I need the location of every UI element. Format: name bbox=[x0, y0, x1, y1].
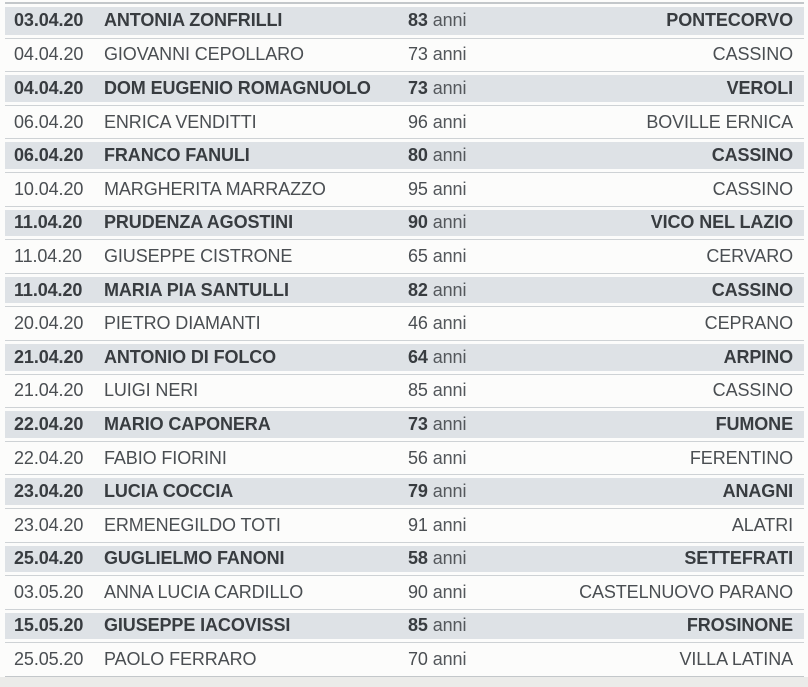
age-cell bbox=[408, 414, 558, 435]
city-cell: CASSINO bbox=[712, 44, 793, 65]
table-row-band bbox=[5, 7, 804, 35]
city-cell: VEROLI bbox=[726, 77, 793, 98]
name-cell: MARIO CAPONERA bbox=[104, 413, 271, 434]
city-cell: FUMONE bbox=[715, 413, 793, 434]
table-row bbox=[5, 575, 804, 609]
date-cell: 04.04.20 bbox=[14, 77, 84, 98]
city-cell: BOVILLE ERNICA bbox=[646, 111, 793, 132]
name-cell: DOM EUGENIO ROMAGNUOLO bbox=[104, 77, 371, 98]
date-cell: 04.04.20 bbox=[14, 44, 84, 65]
age-value: 79 bbox=[408, 481, 428, 502]
date-cell: 11.04.20 bbox=[14, 279, 83, 300]
name-cell: PAOLO FERRARO bbox=[104, 649, 257, 670]
age-unit-label: anni bbox=[432, 111, 467, 132]
date-cell: 10.04.20 bbox=[14, 178, 84, 199]
table-row-band bbox=[5, 512, 804, 539]
age-cell bbox=[408, 347, 558, 368]
table-row bbox=[5, 71, 804, 105]
city-cell: CASSINO bbox=[711, 145, 793, 166]
age-cell bbox=[408, 448, 558, 469]
table-row bbox=[5, 642, 804, 676]
date-cell: 03.04.20 bbox=[14, 10, 84, 31]
age-cell bbox=[408, 313, 558, 334]
date-cell: 22.04.20 bbox=[14, 413, 84, 434]
age-cell bbox=[408, 515, 558, 536]
date-cell: 11.04.20 bbox=[14, 245, 82, 266]
name-cell: GIUSEPPE CISTRONE bbox=[104, 245, 293, 266]
age-value: 73 bbox=[408, 44, 428, 65]
age-cell bbox=[408, 112, 558, 133]
age-unit-label: anni bbox=[432, 245, 467, 266]
age-unit-label: anni bbox=[432, 649, 467, 670]
table-row-band bbox=[5, 277, 804, 304]
table-row-band bbox=[5, 411, 804, 438]
table-row-band bbox=[5, 109, 804, 136]
city-cell: CEPRANO bbox=[704, 313, 793, 334]
date-cell: 06.04.20 bbox=[14, 145, 84, 166]
age-value: 58 bbox=[408, 548, 428, 569]
age-unit-label: anni bbox=[432, 44, 467, 65]
date-cell: 06.04.20 bbox=[14, 111, 84, 132]
age-unit-label: anni bbox=[432, 10, 467, 31]
name-cell: PRUDENZA AGOSTINI bbox=[104, 212, 293, 233]
age-cell bbox=[408, 44, 558, 65]
age-unit-label: anni bbox=[432, 380, 467, 401]
age-value: 85 bbox=[408, 615, 428, 636]
age-value: 73 bbox=[408, 77, 428, 98]
date-cell: 11.04.20 bbox=[14, 212, 83, 233]
age-value: 90 bbox=[408, 581, 428, 602]
table-row-band bbox=[5, 478, 804, 505]
date-cell: 25.04.20 bbox=[14, 548, 84, 569]
table-row-band bbox=[5, 646, 804, 673]
age-value: 64 bbox=[408, 346, 428, 367]
age-cell bbox=[408, 10, 558, 31]
age-value: 70 bbox=[408, 649, 428, 670]
table-row-band bbox=[5, 243, 804, 270]
table-row-band bbox=[5, 310, 804, 337]
age-cell bbox=[408, 78, 558, 99]
age-cell bbox=[408, 548, 558, 569]
page-bottom-margin bbox=[0, 677, 808, 687]
table-row bbox=[5, 340, 804, 374]
name-cell: LUIGI NERI bbox=[104, 380, 199, 401]
date-cell: 15.05.20 bbox=[14, 615, 84, 636]
age-value: 65 bbox=[408, 245, 428, 266]
age-value: 56 bbox=[408, 447, 428, 468]
table-row bbox=[5, 441, 804, 475]
table-row bbox=[5, 239, 804, 273]
table-row bbox=[5, 508, 804, 542]
age-cell bbox=[408, 212, 558, 233]
name-cell: LUCIA COCCIA bbox=[104, 481, 234, 502]
name-cell: MARGHERITA MARRAZZO bbox=[104, 178, 326, 199]
age-value: 95 bbox=[408, 178, 428, 199]
age-cell bbox=[408, 481, 558, 502]
name-cell: ERMENEGILDO TOTI bbox=[104, 514, 281, 535]
name-cell: GIOVANNI CEPOLLARO bbox=[104, 44, 304, 65]
age-unit-label: anni bbox=[432, 77, 467, 98]
date-cell: 25.05.20 bbox=[14, 649, 84, 670]
name-cell: ANTONIO DI FOLCO bbox=[104, 346, 277, 367]
date-cell: 21.04.20 bbox=[14, 380, 84, 401]
city-cell: VILLA LATINA bbox=[679, 649, 793, 670]
age-cell bbox=[408, 280, 558, 301]
age-value: 85 bbox=[408, 380, 428, 401]
age-unit-label: anni bbox=[432, 178, 467, 199]
age-unit-label: anni bbox=[432, 313, 467, 334]
table-row bbox=[5, 105, 804, 139]
table-row-band bbox=[5, 42, 804, 69]
table-row bbox=[5, 138, 804, 172]
table-row bbox=[5, 273, 804, 307]
age-unit-label: anni bbox=[432, 581, 467, 602]
table-row-band bbox=[5, 176, 804, 203]
table-row-band bbox=[5, 546, 804, 573]
table-row bbox=[5, 206, 804, 240]
age-unit-label: anni bbox=[432, 212, 467, 233]
city-cell: CASSINO bbox=[712, 178, 793, 199]
deaths-table bbox=[5, 2, 804, 677]
age-cell bbox=[408, 179, 558, 200]
age-unit-label: anni bbox=[432, 346, 467, 367]
date-cell: 21.04.20 bbox=[14, 346, 84, 367]
table-row-band bbox=[5, 378, 804, 405]
name-cell: ENRICA VENDITTI bbox=[104, 111, 257, 132]
age-value: 73 bbox=[408, 413, 428, 434]
table-row bbox=[5, 609, 804, 643]
age-cell bbox=[408, 615, 558, 636]
age-unit-label: anni bbox=[432, 481, 467, 502]
table-row-band bbox=[5, 344, 804, 371]
date-cell: 23.04.20 bbox=[14, 481, 84, 502]
city-cell: FROSINONE bbox=[686, 615, 793, 636]
age-cell bbox=[408, 649, 558, 670]
age-cell bbox=[408, 246, 558, 267]
name-cell: PIETRO DIAMANTI bbox=[104, 313, 261, 334]
table-row bbox=[5, 172, 804, 206]
table-row bbox=[5, 374, 804, 408]
age-unit-label: anni bbox=[432, 514, 467, 535]
age-unit-label: anni bbox=[432, 279, 467, 300]
table-row-band bbox=[5, 579, 804, 606]
age-cell bbox=[408, 145, 558, 166]
table-row bbox=[5, 306, 804, 340]
age-value: 82 bbox=[408, 279, 428, 300]
table-row bbox=[5, 407, 804, 441]
city-cell: CERVARO bbox=[706, 245, 793, 266]
age-unit-label: anni bbox=[432, 413, 467, 434]
age-unit-label: anni bbox=[432, 447, 467, 468]
name-cell: GIUSEPPE IACOVISSI bbox=[104, 615, 291, 636]
age-unit-label: anni bbox=[432, 615, 467, 636]
city-cell: ARPINO bbox=[723, 346, 793, 367]
date-cell: 03.05.20 bbox=[14, 581, 84, 602]
age-value: 80 bbox=[408, 145, 428, 166]
table-row-band bbox=[5, 210, 804, 237]
table-row-band bbox=[5, 445, 804, 472]
name-cell: ANNA LUCIA CARDILLO bbox=[104, 581, 304, 602]
name-cell: GUGLIELMO FANONI bbox=[104, 548, 285, 569]
table-row-band bbox=[5, 613, 804, 640]
age-value: 96 bbox=[408, 111, 428, 132]
city-cell: CASSINO bbox=[711, 279, 793, 300]
city-cell: CASSINO bbox=[712, 380, 793, 401]
date-cell: 23.04.20 bbox=[14, 514, 84, 535]
name-cell: MARIA PIA SANTULLI bbox=[104, 279, 289, 300]
age-unit-label: anni bbox=[432, 548, 467, 569]
age-value: 91 bbox=[408, 514, 428, 535]
city-cell: FERENTINO bbox=[689, 447, 793, 468]
age-cell bbox=[408, 380, 558, 401]
age-value: 90 bbox=[408, 212, 428, 233]
name-cell: FABIO FIORINI bbox=[104, 447, 227, 468]
city-cell: ANAGNI bbox=[722, 481, 793, 502]
age-cell bbox=[408, 582, 558, 603]
age-value: 83 bbox=[408, 10, 428, 31]
table-row-band bbox=[5, 142, 804, 169]
table-row bbox=[5, 474, 804, 508]
table-row bbox=[5, 542, 804, 576]
age-unit-label: anni bbox=[432, 145, 467, 166]
name-cell: ANTONIA ZONFRILLI bbox=[104, 10, 283, 31]
table-row-band bbox=[5, 75, 804, 102]
city-cell: SETTEFRATI bbox=[684, 548, 793, 569]
table-row bbox=[5, 4, 804, 38]
city-cell: VICO NEL LAZIO bbox=[650, 212, 793, 233]
city-cell: CASTELNUOVO PARANO bbox=[579, 581, 793, 602]
name-cell: FRANCO FANULI bbox=[104, 145, 250, 166]
city-cell: PONTECORVO bbox=[666, 10, 793, 31]
age-value: 46 bbox=[408, 313, 428, 334]
date-cell: 20.04.20 bbox=[14, 313, 84, 334]
table-row bbox=[5, 38, 804, 72]
date-cell: 22.04.20 bbox=[14, 447, 84, 468]
city-cell: ALATRI bbox=[731, 514, 793, 535]
